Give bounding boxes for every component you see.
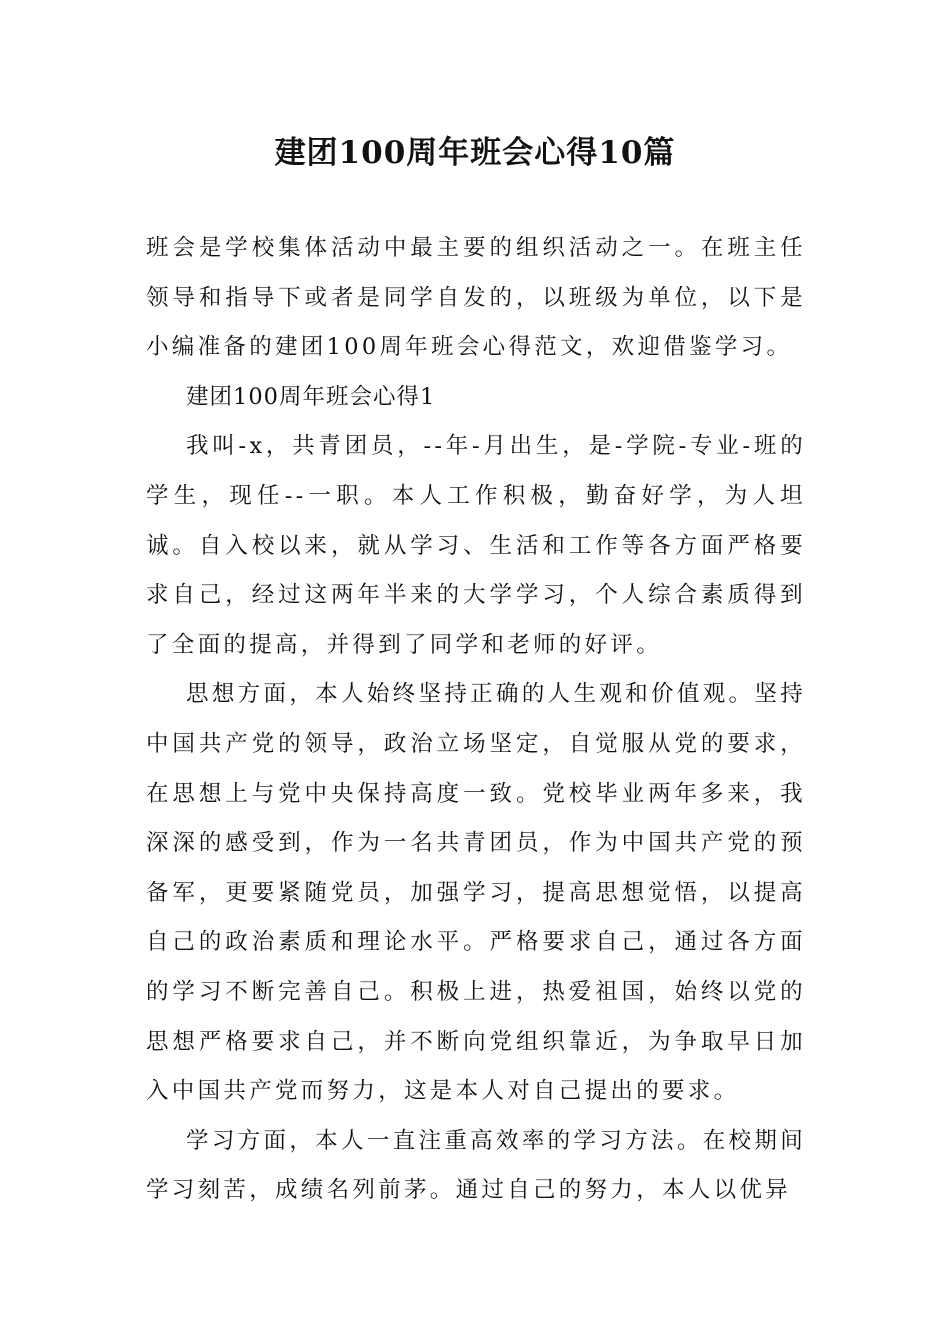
body-paragraph: 我叫-x，共青团员，--年-月出生，是-学院-专业-班的学生，现任--一职。本人工作积极，勤奋好学，为人坦诚。自入校以来，就从学习、生活和工作等各方面严格要求自己，经过这两年半来的大学学习，个人综合素质得到了全面的提高，并得到了同学和老师的好评。 xyxy=(146,433,806,658)
body-paragraph: 思想方面，本人始终坚持正确的人生观和价值观。坚持中国共产党的领导，政治立场坚定，自觉服从党的要求，在思想上与党中央保持高度一致。党校毕业两年多来，我深深的感受到，作为一名共青团员，作为中国共产党的预备军，更要紧随党员，加强学习，提高思想觉悟，以提高自己的政治素质和理论水平。严格要求自己，通过各方面的学习不断完善自己。积极上进，热爱祖国，始终以党的思想严格要求自己，并不断向党组织靠近，为争取早日加入中国共产党而努力，这是本人对自己提出的要求。 xyxy=(146,681,806,1105)
document-title: 建团100周年班会心得10篇 xyxy=(274,135,676,171)
body-paragraph: 学习方面，本人一直注重高效率的学习方法。在校期间学习刻苦，成绩名列前茅。通过自己的努力，本人以优异 xyxy=(146,1127,806,1204)
section-heading: 建团100周年班会心得1 xyxy=(186,383,436,410)
intro-paragraph: 班会是学校集体活动中最主要的组织活动之一。在班主任领导和指导下或者是同学自发的，以班级为单位，以下是小编准备的建团100周年班会心得范文，欢迎借鉴学习。 xyxy=(146,235,806,361)
document-body xyxy=(146,224,806,1216)
